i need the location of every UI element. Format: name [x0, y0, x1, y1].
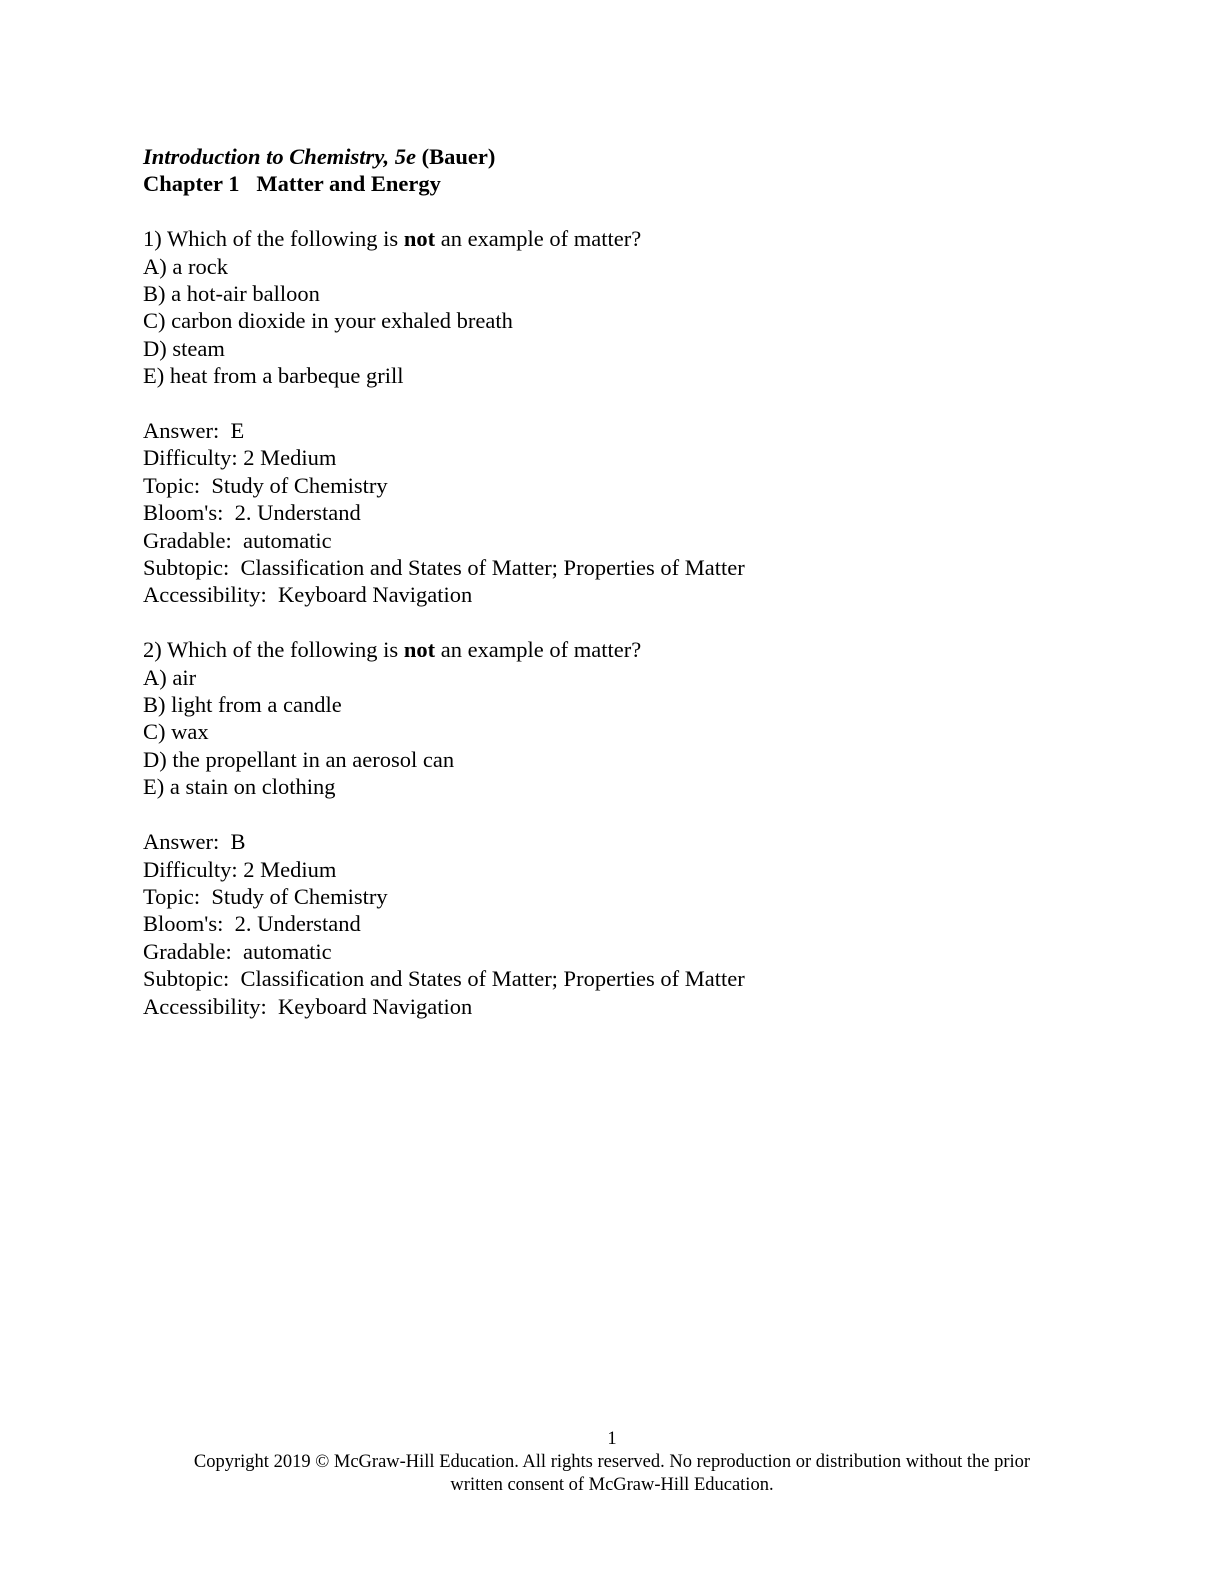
accessibility: Accessibility: Keyboard Navigation	[143, 582, 473, 608]
book-title-line	[143, 143, 1103, 170]
subtopic: Subtopic: Classification and States of Matter; Properties of Matter	[143, 966, 745, 992]
gradable: Gradable: automatic	[143, 527, 332, 553]
option-d: D) the propellant in an aerosol can	[143, 746, 455, 772]
answer: Answer: B	[143, 829, 246, 855]
question-1	[143, 225, 1103, 609]
question-number: 2)	[143, 637, 167, 663]
subtopic: Subtopic: Classification and States of Matter; Properties of Matter	[143, 555, 745, 581]
blooms: Bloom's: 2. Understand	[143, 500, 361, 526]
chapter-label: Chapter 1	[143, 171, 240, 197]
gradable: Gradable: automatic	[143, 938, 332, 964]
difficulty: Difficulty: 2 Medium	[143, 856, 337, 882]
question-stem	[143, 225, 1103, 252]
option-a: A) air	[143, 664, 197, 690]
accessibility: Accessibility: Keyboard Navigation	[143, 993, 473, 1019]
option-d: D) steam	[143, 335, 225, 361]
option-b: B) light from a candle	[143, 692, 342, 718]
stem-text: Which of the following is	[166, 637, 404, 663]
topic: Topic: Study of Chemistry	[143, 472, 388, 498]
page-number: 1	[607, 1429, 617, 1449]
answer: Answer: E	[143, 418, 245, 444]
option-e: E) heat from a barbeque grill	[143, 363, 404, 389]
option-c: C) wax	[143, 719, 209, 745]
option-e: E) a stain on clothing	[143, 774, 336, 800]
document-body	[143, 143, 1103, 1020]
stem-text: an example of matter?	[435, 226, 642, 252]
option-c: C) carbon dioxide in your exhaled breath	[143, 308, 513, 334]
book-title: Introduction to Chemistry, 5e	[143, 144, 416, 169]
question-stem	[143, 636, 1103, 663]
copyright-line-2: written consent of McGraw-Hill Education.	[450, 1475, 774, 1495]
copyright-line-1: Copyright 2019 © McGraw-Hill Education. All rights reserved. No reproduction or distribution without the prior	[193, 1452, 1031, 1472]
option-a: A) a rock	[143, 253, 228, 279]
chapter-title: Matter and Energy	[256, 171, 441, 197]
chapter-heading	[143, 170, 1103, 197]
topic: Topic: Study of Chemistry	[143, 883, 388, 909]
option-b: B) a hot-air balloon	[143, 281, 320, 307]
blooms: Bloom's: 2. Understand	[143, 911, 361, 937]
stem-text: Which of the following is	[166, 226, 404, 252]
question-number: 1)	[143, 226, 167, 252]
stem-text: an example of matter?	[435, 637, 642, 663]
page-footer	[0, 1428, 1224, 1497]
stem-emphasis: not	[403, 226, 436, 252]
difficulty: Difficulty: 2 Medium	[143, 445, 337, 471]
stem-emphasis: not	[403, 637, 436, 663]
book-author: (Bauer)	[415, 144, 496, 169]
question-2	[143, 636, 1103, 1020]
